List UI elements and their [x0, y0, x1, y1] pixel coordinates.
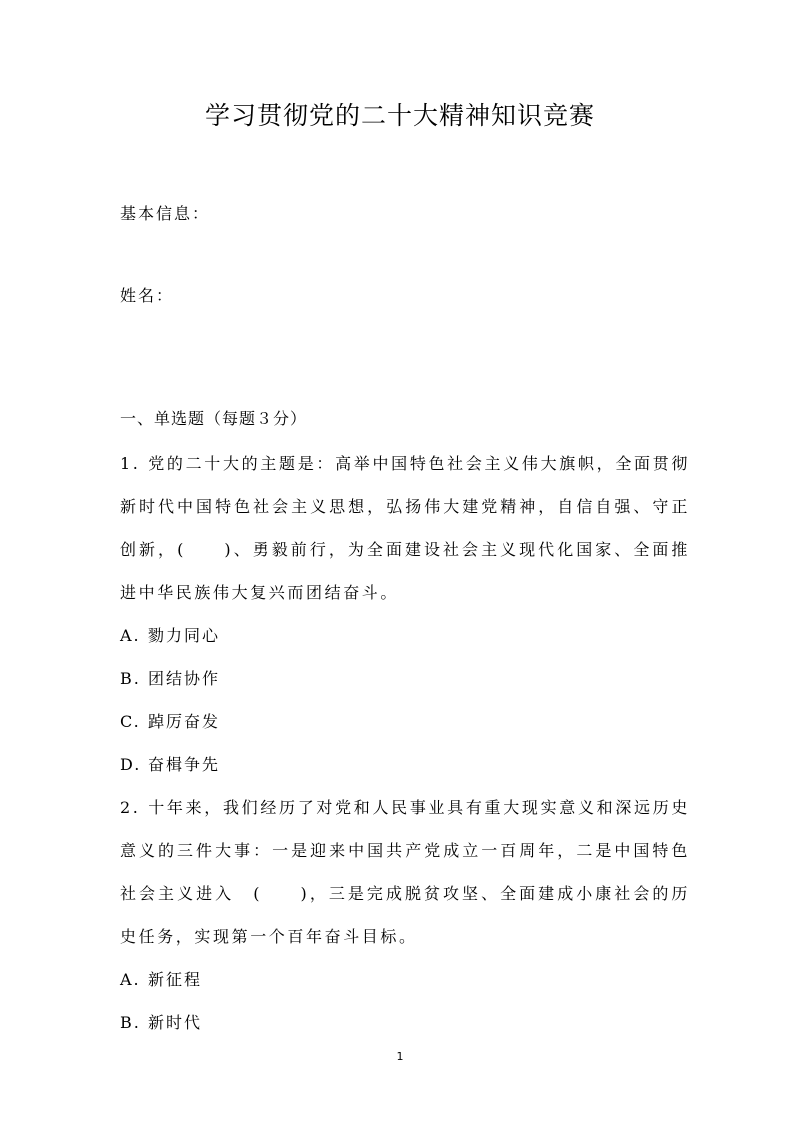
option-list	[120, 958, 690, 1044]
quiz-content	[120, 408, 690, 1044]
option-key: A.	[120, 626, 141, 645]
option-item	[120, 614, 690, 657]
question-text: 1. 党的二十大的主题是：高举中国特色社会主义伟大旗帜，全面贯彻新时代中国特色社会主义思想，弘扬伟大建党精神，自信自强、守正创新，( )、勇毅前行，为全面建设社会主义现代化国家、全面推进中华民族伟大复兴而团结奋斗。	[120, 454, 690, 602]
option-item	[120, 657, 690, 700]
option-text: 新时代	[148, 1013, 203, 1032]
option-item	[120, 743, 690, 786]
option-key: A.	[120, 970, 141, 989]
option-text: 新征程	[148, 970, 203, 989]
name-label: 姓名：	[120, 286, 175, 305]
option-list	[120, 614, 690, 786]
option-text: 勠力同心	[148, 626, 221, 645]
option-text: 团结协作	[148, 669, 221, 688]
page-number: 1	[396, 1050, 404, 1063]
question-2	[120, 786, 690, 1044]
question-1	[120, 442, 690, 786]
option-key: C.	[120, 712, 141, 731]
basic-info-label: 基本信息：	[120, 204, 211, 223]
option-text: 踔厉奋发	[148, 712, 221, 731]
question-text: 2. 十年来，我们经历了对党和人民事业具有重大现实意义和深远历史意义的三件大事：一是迎来中国共产党成立一百周年，二是中国特色社会主义进入 ( )，三是完成脱贫攻坚、全面建成小康社会的历史任务，实现第一个百年奋斗目标。	[120, 798, 690, 946]
option-item	[120, 700, 690, 743]
page-title: 学习贯彻党的二十大精神知识竞赛	[204, 101, 595, 130]
option-item	[120, 1001, 690, 1044]
option-text: 奋楫争先	[148, 755, 221, 774]
option-key: D.	[120, 755, 142, 774]
section-heading: 一、单选题（每题３分）	[120, 409, 308, 428]
option-key: B.	[120, 1013, 141, 1032]
option-item	[120, 958, 690, 1001]
option-key: B.	[120, 669, 141, 688]
